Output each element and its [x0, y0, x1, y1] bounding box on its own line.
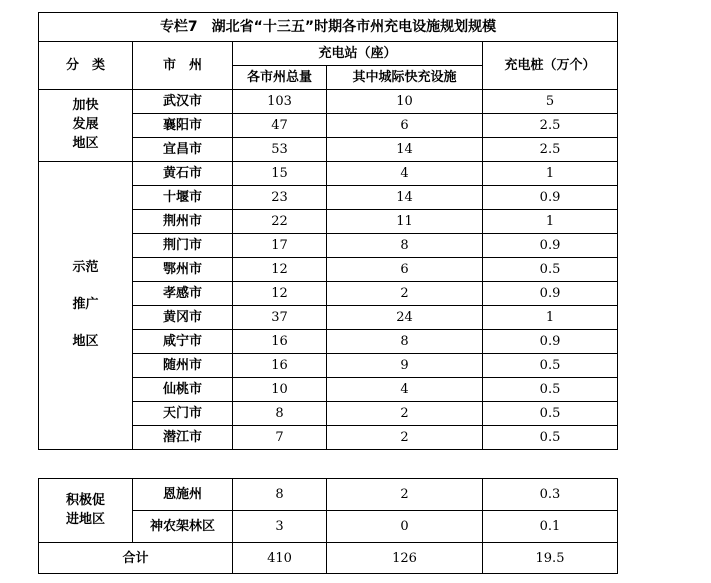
stations-total-cell: 15 — [233, 162, 327, 186]
category-label-line: 推广 — [72, 297, 99, 313]
stations-total-cell: 37 — [233, 306, 327, 330]
city-cell: 随州市 — [133, 354, 233, 378]
piles-cell: 0.5 — [483, 354, 618, 378]
stations-total-cell: 47 — [233, 114, 327, 138]
stations-intercity-cell: 9 — [327, 354, 483, 378]
city-cell: 孝感市 — [133, 282, 233, 306]
city-cell: 恩施州 — [133, 479, 233, 511]
category-label-line: 加快 — [72, 98, 99, 114]
header-stations-total: 各市州总量 — [233, 66, 327, 90]
piles-cell: 0.9 — [483, 282, 618, 306]
piles-cell: 1 — [483, 306, 618, 330]
city-cell: 天门市 — [133, 402, 233, 426]
table-row — [39, 90, 618, 114]
header-city: 市 州 — [133, 42, 233, 90]
piles-cell: 2.5 — [483, 114, 618, 138]
stations-intercity-cell: 8 — [327, 330, 483, 354]
category-cell — [39, 162, 133, 450]
header-stations-intercity: 其中城际快充设施 — [327, 66, 483, 90]
stations-total-cell: 12 — [233, 258, 327, 282]
header-stations: 充电站（座） — [233, 42, 483, 66]
city-cell: 荆州市 — [133, 210, 233, 234]
city-cell: 鄂州市 — [133, 258, 233, 282]
city-cell: 黄冈市 — [133, 306, 233, 330]
stations-total-cell: 3 — [233, 511, 327, 543]
piles-cell: 1 — [483, 162, 618, 186]
category-label-line: 示范 — [72, 260, 99, 276]
category-label-line: 地区 — [72, 135, 99, 151]
stations-intercity-cell: 4 — [327, 378, 483, 402]
stations-total-cell: 103 — [233, 90, 327, 114]
stations-intercity-cell: 10 — [327, 90, 483, 114]
stations-total-cell: 17 — [233, 234, 327, 258]
stations-total-cell: 8 — [233, 402, 327, 426]
city-cell: 黄石市 — [133, 162, 233, 186]
total-stations: 410 — [233, 543, 327, 574]
city-cell: 武汉市 — [133, 90, 233, 114]
city-cell: 襄阳市 — [133, 114, 233, 138]
piles-cell: 0.9 — [483, 234, 618, 258]
table-row — [39, 479, 618, 511]
category-cell — [39, 90, 133, 162]
table-body — [39, 90, 618, 450]
city-cell: 荆门市 — [133, 234, 233, 258]
stations-intercity-cell: 14 — [327, 138, 483, 162]
category-label-line: 地区 — [72, 333, 99, 349]
piles-cell: 0.5 — [483, 378, 618, 402]
stations-intercity-cell: 2 — [327, 479, 483, 511]
city-cell: 仙桃市 — [133, 378, 233, 402]
piles-cell: 2.5 — [483, 138, 618, 162]
stations-total-cell: 12 — [233, 282, 327, 306]
stations-total-cell: 22 — [233, 210, 327, 234]
stations-total-cell: 7 — [233, 426, 327, 450]
category-cell — [39, 479, 133, 543]
stations-total-cell: 16 — [233, 330, 327, 354]
stations-intercity-cell: 14 — [327, 186, 483, 210]
total-label: 合计 — [39, 543, 233, 574]
header-category: 分 类 — [39, 42, 133, 90]
total-piles: 19.5 — [483, 543, 618, 574]
stations-total-cell: 16 — [233, 354, 327, 378]
stations-intercity-cell: 8 — [327, 234, 483, 258]
stations-intercity-cell: 11 — [327, 210, 483, 234]
planning-table — [38, 12, 618, 450]
stations-intercity-cell: 24 — [327, 306, 483, 330]
stations-total-cell: 53 — [233, 138, 327, 162]
table-title: 专栏7 湖北省“十三五”时期各市州充电设施规划规模 — [39, 13, 618, 42]
table-body-continued — [39, 479, 618, 543]
piles-cell: 0.1 — [483, 511, 618, 543]
category-label-line: 发展 — [72, 117, 99, 133]
piles-cell: 1 — [483, 210, 618, 234]
piles-cell: 0.5 — [483, 426, 618, 450]
category-label-line: 进地区 — [65, 511, 105, 527]
stations-intercity-cell: 2 — [327, 402, 483, 426]
piles-cell: 5 — [483, 90, 618, 114]
piles-cell: 0.5 — [483, 402, 618, 426]
city-cell: 宜昌市 — [133, 138, 233, 162]
stations-intercity-cell: 6 — [327, 114, 483, 138]
stations-total-cell: 10 — [233, 378, 327, 402]
stations-intercity-cell: 0 — [327, 511, 483, 543]
city-cell: 潜江市 — [133, 426, 233, 450]
city-cell: 十堰市 — [133, 186, 233, 210]
piles-cell: 0.3 — [483, 479, 618, 511]
piles-cell: 0.5 — [483, 258, 618, 282]
piles-cell: 0.9 — [483, 330, 618, 354]
stations-total-cell: 23 — [233, 186, 327, 210]
city-cell: 神农架林区 — [133, 511, 233, 543]
total-row — [39, 543, 618, 574]
planning-table-continued — [38, 478, 618, 574]
stations-intercity-cell: 4 — [327, 162, 483, 186]
header-piles: 充电桩（万个） — [483, 42, 618, 90]
stations-intercity-cell: 2 — [327, 282, 483, 306]
city-cell: 咸宁市 — [133, 330, 233, 354]
stations-intercity-cell: 6 — [327, 258, 483, 282]
stations-intercity-cell: 2 — [327, 426, 483, 450]
total-intercity: 126 — [327, 543, 483, 574]
category-label-line: 积极促 — [65, 492, 105, 508]
stations-total-cell: 8 — [233, 479, 327, 511]
table-row — [39, 162, 618, 186]
piles-cell: 0.9 — [483, 186, 618, 210]
